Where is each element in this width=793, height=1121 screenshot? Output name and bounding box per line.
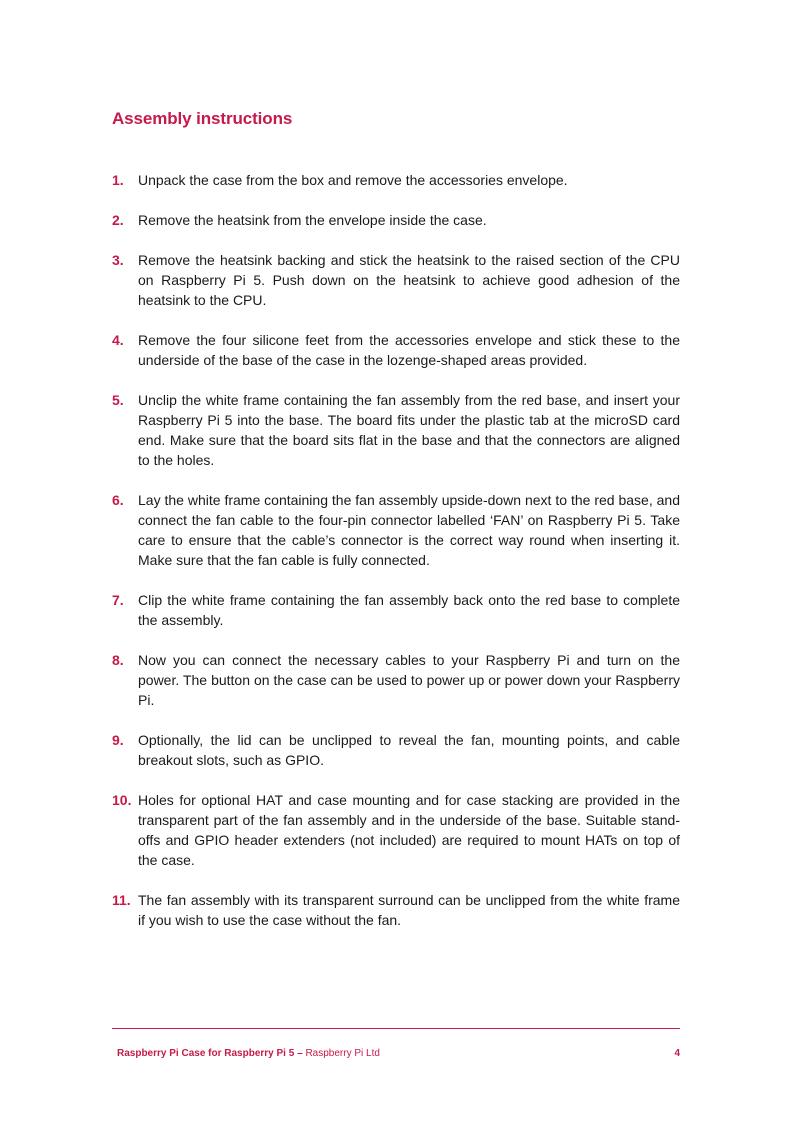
page-footer	[117, 1047, 680, 1061]
step-text: The fan assembly with its transparent surround can be unclipped from the white frame if you wish to use the case without the fan.	[138, 892, 680, 928]
list-item	[112, 250, 680, 310]
list-item	[112, 790, 680, 870]
footer-title	[117, 1047, 380, 1061]
step-text: Remove the heatsink from the envelope inside the case.	[138, 212, 487, 228]
section-heading: Assembly instructions	[112, 109, 293, 128]
list-item	[112, 330, 680, 370]
step-number: 8.	[112, 652, 124, 668]
step-number: 1.	[112, 172, 124, 188]
list-item	[112, 650, 680, 710]
step-text: Remove the four silicone feet from the accessories envelope and stick these to the underside of the base of the case in the lozenge-shaped areas provided.	[138, 332, 680, 368]
step-number: 6.	[112, 492, 124, 508]
step-number: 9.	[112, 732, 124, 748]
step-number: 7.	[112, 592, 124, 608]
footer-product-name: Raspberry Pi Case for Raspberry Pi 5	[117, 1048, 295, 1059]
step-text: Now you can connect the necessary cables to your Raspberry Pi and turn on the power. The button on the case can be used to power up or power down your Raspberry Pi.	[138, 652, 680, 708]
footer-divider	[112, 1028, 680, 1029]
page-number: 4	[674, 1048, 680, 1059]
step-text: Unclip the white frame containing the fan assembly from the red base, and insert your Raspberry Pi 5 into the base. The board fits under the plastic tab at the microSD card end. Make sure that the board sits flat in the base and that the connectors are aligned to the holes.	[138, 392, 680, 468]
list-item	[112, 390, 680, 470]
step-text: Unpack the case from the box and remove the accessories envelope.	[138, 172, 568, 188]
step-text: Clip the white frame containing the fan assembly back onto the red base to complete the assembly.	[138, 592, 680, 628]
footer-company-name: Raspberry Pi Ltd	[305, 1048, 380, 1059]
step-number: 3.	[112, 252, 124, 268]
list-item	[112, 490, 680, 570]
step-number: 4.	[112, 332, 124, 348]
step-text: Optionally, the lid can be unclipped to reveal the fan, mounting points, and cable breakout slots, such as GPIO.	[138, 732, 680, 768]
list-item	[112, 590, 680, 630]
step-text: Remove the heatsink backing and stick the heatsink to the raised section of the CPU on Raspberry Pi 5. Push down on the heatsink to achieve good adhesion of the heatsink to the CPU.	[138, 252, 680, 308]
list-item	[112, 730, 680, 770]
list-item	[112, 170, 680, 190]
list-item	[112, 210, 680, 230]
step-text: Lay the white frame containing the fan assembly upside-down next to the red base, and connect the fan cable to the four-pin connector labelled ‘FAN’ on Raspberry Pi 5. Take care to ensure that the cable’s connector is the correct way round when inserting it. Make sure that the fan cable is fully connected.	[138, 492, 680, 568]
step-text: Holes for optional HAT and case mounting and for case stacking are provided in the transparent part of the fan assembly and in the underside of the base. Suitable stand-offs and GPIO header extenders (not included) are required to mount HATs on top of the case.	[138, 792, 680, 868]
list-item	[112, 890, 680, 930]
step-number: 5.	[112, 392, 124, 408]
assembly-steps-list	[112, 170, 680, 950]
footer-separator: –	[297, 1048, 303, 1059]
step-number: 10.	[112, 792, 132, 808]
step-number: 11.	[112, 892, 131, 908]
step-number: 2.	[112, 212, 124, 228]
